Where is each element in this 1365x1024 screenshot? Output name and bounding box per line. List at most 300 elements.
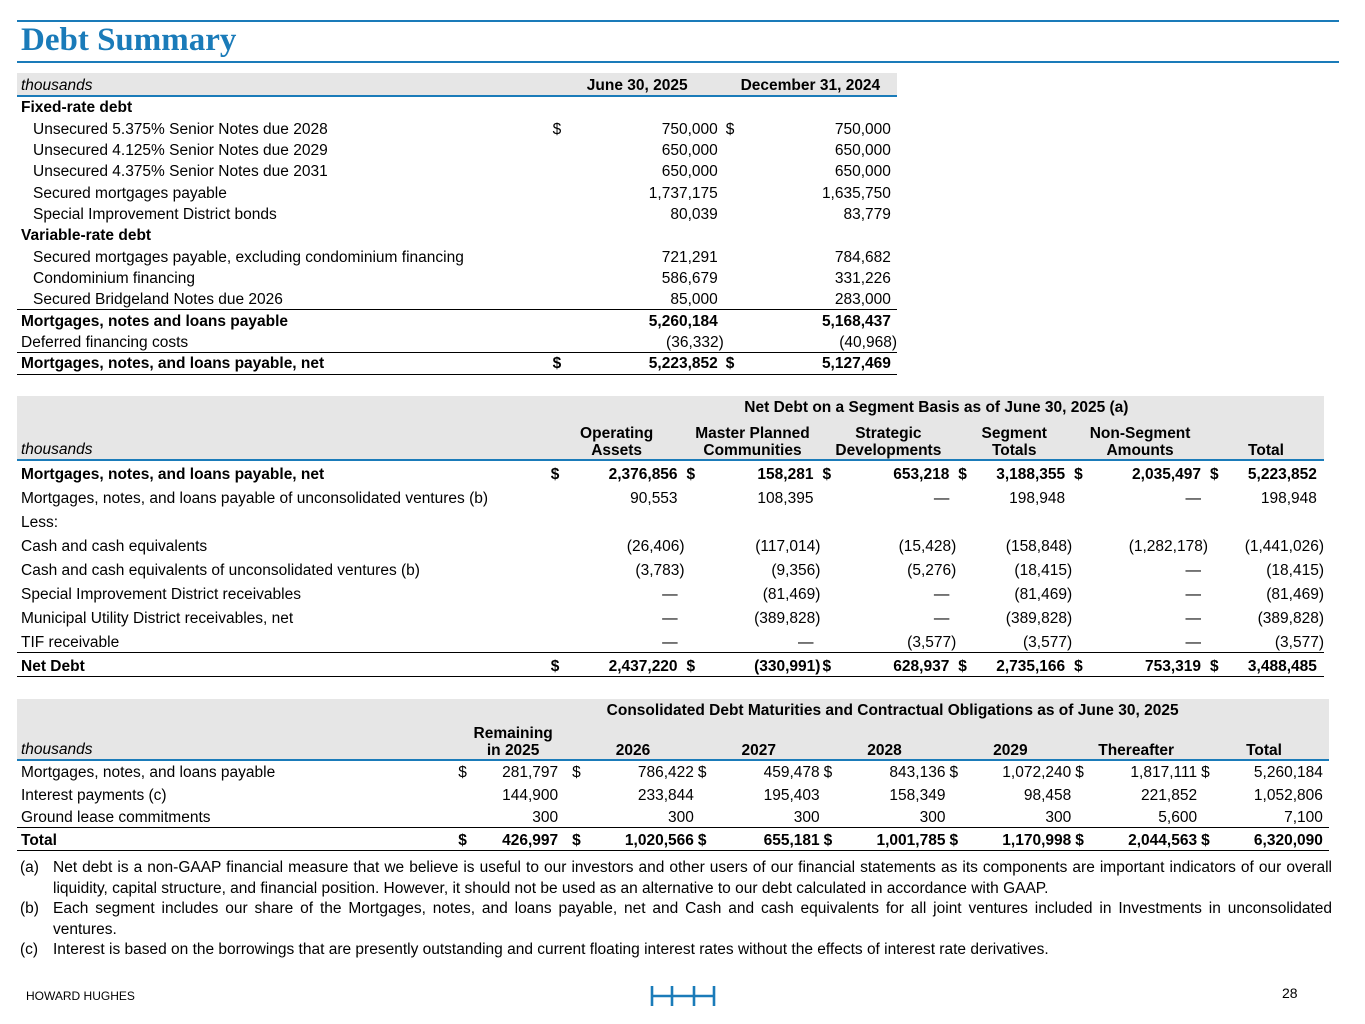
footnote (20, 899, 1332, 940)
cell-value: (81,469) (1014, 586, 1073, 604)
cell-value: 300 (793, 809, 820, 826)
row-label: Mortgages, notes and loans payable (17, 310, 551, 331)
cell-value: 784,682 (834, 248, 891, 266)
currency-symbol (1072, 629, 1094, 653)
currency-symbol (685, 532, 707, 556)
table-row (17, 289, 897, 310)
column-header-line: Amounts (1106, 441, 1174, 459)
currency-symbol (549, 580, 571, 604)
cell-value: 753,319 (1094, 653, 1201, 677)
cell-value: 108,395 (757, 489, 814, 507)
currency-symbol (724, 331, 744, 352)
table-row (17, 224, 897, 245)
column-header (1199, 723, 1329, 760)
column-header-line: Segment (981, 425, 1047, 443)
cell-value: 750,000 (661, 120, 718, 138)
cell-value: (1,441,026) (1244, 538, 1324, 556)
column-header (549, 420, 685, 460)
currency-symbol (685, 556, 707, 580)
cell-value: (15,428) (898, 538, 957, 556)
currency-symbol (1208, 580, 1230, 604)
unit-label: thousands (17, 723, 456, 760)
cell-value: 843,136 (889, 764, 946, 782)
currency-symbol (956, 532, 978, 556)
column-header (947, 723, 1073, 760)
currency-symbol (1073, 805, 1095, 828)
cell-value: (18,415) (1266, 562, 1324, 580)
cell-value: (9,356) (771, 562, 821, 580)
currency-symbol (820, 484, 842, 508)
row-label: Unsecured 4.375% Senior Notes due 2031 (33, 163, 328, 181)
row-label: Secured Bridgeland Notes due 2026 (33, 291, 283, 309)
cell-value (571, 508, 678, 532)
currency-symbol (685, 605, 707, 629)
cell-value: 281,797 (502, 764, 559, 782)
cell-value: 158,349 (889, 786, 946, 804)
cell-value: — (1185, 586, 1201, 604)
table-row (17, 828, 1329, 851)
cell-value: 283,000 (834, 291, 891, 309)
currency-symbol (820, 580, 842, 604)
table-row (17, 182, 897, 203)
currency-symbol (724, 289, 744, 310)
footnote-label: (c) (20, 941, 39, 959)
column-header (1208, 420, 1324, 460)
currency-symbol (724, 182, 744, 203)
cell-value: 198,948 (1260, 489, 1317, 507)
table-row (17, 117, 897, 138)
currency-symbol: $ (1073, 828, 1095, 851)
table-row (17, 246, 897, 267)
cell-value: — (662, 610, 678, 628)
page-title: Debt Summary (21, 22, 237, 58)
currency-symbol (724, 203, 744, 224)
currency-symbol (696, 805, 718, 828)
currency-symbol (956, 605, 978, 629)
currency-symbol (549, 629, 571, 653)
cell-value: 650,000 (661, 141, 718, 159)
row-label: Deferred financing costs (21, 333, 189, 351)
table-row (17, 760, 1329, 783)
currency-symbol (456, 783, 478, 806)
cell-value: — (1185, 489, 1201, 507)
debt-summary-body (17, 96, 897, 374)
row-label: Municipal Utility District receivables, net (21, 610, 294, 628)
currency-symbol: $ (551, 353, 571, 374)
currency-symbol: $ (696, 828, 718, 851)
column-header (456, 723, 570, 760)
currency-symbol: $ (949, 764, 959, 782)
cell-value: 5,127,469 (744, 353, 891, 374)
cell-value: 650,000 (661, 163, 718, 181)
cell-value: 158,281 (757, 465, 814, 483)
cell-value: 300 (919, 809, 946, 826)
currency-symbol (456, 805, 478, 828)
column-header-line: Developments (835, 441, 942, 459)
cell-value: (117,014) (755, 538, 821, 556)
currency-symbol (947, 805, 969, 828)
net-debt-segment-table (17, 396, 1324, 677)
row-label: Less: (21, 514, 59, 531)
column-header-line: 2028 (867, 741, 902, 759)
row-label: Condominium financing (33, 270, 195, 288)
unit-label: thousands (17, 73, 551, 96)
currency-symbol (1208, 508, 1230, 532)
table-row (17, 653, 1324, 677)
table-row (17, 160, 897, 181)
footnote-label: (b) (20, 900, 39, 918)
currency-symbol: $ (572, 764, 581, 782)
currency-symbol (1208, 532, 1230, 556)
company-name: HOWARD HUGHES (26, 989, 135, 1003)
column-header-line: Total (1246, 741, 1282, 759)
currency-symbol (696, 783, 718, 806)
cell-value: 653,218 (893, 465, 950, 483)
cell-value: (1,282,178) (1128, 538, 1208, 556)
net-debt-body (17, 460, 1324, 677)
currency-symbol (1072, 605, 1094, 629)
cell-value: — (933, 586, 950, 604)
currency-symbol: $ (1074, 465, 1083, 483)
currency-symbol: $ (1208, 653, 1230, 677)
currency-symbol (551, 182, 571, 203)
row-label: Mortgages, notes, and loans payable, net (21, 465, 325, 483)
cell-value: 586,679 (661, 270, 718, 288)
cell-value: — (1185, 633, 1201, 651)
column-header (822, 723, 948, 760)
column-header-line: 2027 (741, 741, 776, 759)
row-label: Interest payments (c) (21, 786, 167, 804)
currency-symbol (956, 508, 978, 532)
currency-symbol: $ (686, 465, 696, 483)
maturities-super-header: Consolidated Debt Maturities and Contractual Obligations as of June 30, 2025 (456, 699, 1329, 723)
cell-value: 90,553 (630, 489, 678, 507)
column-header-line: Assets (591, 441, 643, 459)
currency-symbol (820, 508, 842, 532)
currency-symbol: $ (823, 764, 833, 782)
maturities-body (17, 760, 1329, 850)
cell-value: (81,469) (1266, 586, 1324, 604)
cell-value: (3,577) (907, 633, 957, 651)
currency-symbol (724, 139, 744, 160)
table-row (17, 532, 1324, 556)
cell-value: 1,635,750 (821, 184, 891, 202)
cell-value: 300 (532, 809, 559, 826)
cell-value: 5,260,184 (1253, 764, 1323, 782)
currency-symbol: $ (724, 353, 744, 374)
currency-symbol (956, 629, 978, 653)
footnote (20, 940, 1332, 961)
currency-symbol (1208, 484, 1230, 508)
currency-symbol (1199, 783, 1221, 806)
table-row (17, 805, 1329, 828)
cell-value: 221,852 (1141, 786, 1198, 804)
row-label: Secured mortgages payable (33, 184, 227, 202)
cell-value: 2,044,563 (1095, 828, 1197, 851)
currency-symbol (724, 246, 744, 267)
currency-symbol: $ (822, 828, 844, 851)
table-row (17, 629, 1324, 653)
cell-value: — (797, 633, 814, 651)
currency-symbol (1072, 508, 1094, 532)
currency-symbol (551, 139, 571, 160)
cell-value: 331,226 (834, 270, 891, 288)
currency-symbol: $ (725, 120, 735, 138)
debt-summary-table (17, 73, 897, 375)
currency-symbol (956, 484, 978, 508)
column-header (570, 723, 696, 760)
currency-symbol (685, 629, 707, 653)
column-header-line: Totals (991, 441, 1037, 459)
cell-value (1094, 508, 1201, 532)
footnotes (20, 858, 1332, 961)
cell-value (1230, 508, 1317, 532)
cell-value: 5,600 (1158, 809, 1198, 826)
row-label: Mortgages, notes, and loans payable, net (17, 353, 551, 374)
cell-value: 2,376,856 (608, 465, 678, 483)
currency-symbol: $ (1209, 465, 1219, 483)
title-bottom-rule (17, 61, 1339, 63)
cell-value: (389,828) (1005, 610, 1073, 628)
row-label: Secured mortgages payable, excluding condominium financing (33, 248, 464, 266)
currency-symbol (1208, 556, 1230, 580)
table-row (17, 267, 897, 288)
cell-value: 1,001,785 (844, 828, 946, 851)
cell-value: 2,735,166 (978, 653, 1065, 677)
cell-value: 233,844 (637, 786, 694, 804)
cell-value: 650,000 (834, 163, 891, 181)
cell-value: (330,991) (707, 653, 821, 677)
currency-symbol (549, 532, 571, 556)
cell-value: 85,000 (670, 291, 718, 309)
currency-symbol: $ (685, 653, 707, 677)
cell-value: 1,020,566 (592, 828, 694, 851)
currency-symbol (1072, 484, 1094, 508)
table-row (17, 783, 1329, 806)
currency-symbol (551, 331, 571, 352)
currency-symbol (822, 805, 844, 828)
cell-value: 2,437,220 (571, 653, 678, 677)
currency-symbol (820, 532, 842, 556)
row-label: Special Improvement District bonds (33, 206, 277, 224)
currency-symbol (724, 267, 744, 288)
currency-symbol: $ (552, 120, 562, 138)
row-label: Unsecured 4.125% Senior Notes due 2029 (33, 141, 328, 159)
row-label: Mortgages, notes, and loans payable of unconsolidated ventures (b) (21, 489, 489, 507)
net-debt-super-header: Net Debt on a Segment Basis as of June 30, 2025 (a) (549, 396, 1324, 420)
currency-symbol (551, 160, 571, 181)
cell-value: 5,260,184 (571, 310, 718, 331)
cell-value: 3,488,485 (1230, 653, 1317, 677)
currency-symbol (1199, 805, 1221, 828)
currency-symbol: $ (956, 653, 978, 677)
cell-value: 5,223,852 (1247, 465, 1317, 483)
cell-value: 655,181 (718, 828, 820, 851)
hh-logo-icon (650, 985, 716, 1012)
currency-symbol: $ (456, 828, 478, 851)
table-row (17, 460, 1324, 484)
column-header-line: 2029 (993, 741, 1028, 759)
column-header-line: in 2025 (486, 741, 540, 759)
unit-label: thousands (17, 420, 549, 460)
currency-symbol: $ (1201, 764, 1210, 782)
table-row (17, 508, 1324, 532)
cell-value: 195,403 (763, 786, 820, 804)
currency-symbol: $ (947, 828, 969, 851)
row-label: Variable-rate debt (21, 227, 152, 245)
table-row (17, 605, 1324, 629)
column-header-line: Strategic (855, 425, 922, 443)
footnote-label: (a) (20, 859, 39, 876)
cell-value: 786,422 (637, 764, 694, 782)
currency-symbol (956, 580, 978, 604)
currency-symbol (551, 289, 571, 310)
table-row (17, 484, 1324, 508)
cell-value: 198,948 (1009, 489, 1066, 507)
row-label: TIF receivable (21, 633, 120, 651)
cell-value: 98,458 (1023, 786, 1072, 804)
currency-symbol (549, 508, 571, 532)
cell-value: (36,332) (666, 333, 724, 351)
currency-symbol (820, 629, 842, 653)
row-label: Mortgages, notes, and loans payable (21, 764, 276, 782)
cell-value: 300 (1045, 809, 1072, 826)
cell-value: 83,779 (843, 206, 891, 224)
column-header (1072, 420, 1208, 460)
footnote-text: Interest is based on the borrowings that are presently outstanding and current floating interest rates without the effects of interest rate derivatives. (53, 941, 1049, 959)
column-header-line: 2026 (615, 741, 651, 759)
currency-symbol (551, 203, 571, 224)
table-row (17, 310, 897, 331)
cell-value: 1,817,111 (1130, 764, 1198, 782)
row-label: Unsecured 5.375% Senior Notes due 2028 (33, 120, 328, 138)
currency-symbol (549, 484, 571, 508)
currency-symbol (1072, 556, 1094, 580)
cell-value: 80,039 (670, 206, 718, 224)
cell-value: (18,415) (1014, 562, 1073, 580)
currency-symbol: $ (958, 465, 967, 483)
footnote-text: Net debt is a non-GAAP financial measure that we believe is useful to our investors and other users of our financial statements as its components are important indicators of our overall liquidity, capital structure, and financial position. However, it should not be used as an alternative to our debt calculated in accordance with GAAP. (53, 859, 1332, 897)
currency-symbol (551, 267, 571, 288)
cell-value: (3,577) (1274, 633, 1324, 651)
cell-value: 426,997 (478, 828, 558, 851)
table-row (17, 353, 897, 374)
currency-symbol (724, 160, 744, 181)
debt-maturities-table (17, 699, 1329, 851)
row-label: Net Debt (17, 653, 549, 677)
currency-symbol (685, 508, 707, 532)
cell-value: (389,828) (1257, 610, 1324, 628)
cell-value: — (933, 610, 950, 628)
currency-symbol (1072, 580, 1094, 604)
cell-value (978, 508, 1065, 532)
cell-value: 1,737,175 (648, 184, 718, 202)
footnote (20, 858, 1332, 899)
cell-value: 5,168,437 (744, 310, 891, 331)
currency-symbol (724, 310, 744, 331)
column-header-line: Operating (580, 425, 654, 443)
currency-symbol (551, 310, 571, 331)
currency-symbol (956, 556, 978, 580)
cell-value: (81,469) (762, 586, 821, 604)
currency-symbol: $ (1199, 828, 1221, 851)
currency-symbol (551, 246, 571, 267)
column-header-line: Remaining (473, 725, 553, 743)
col-header-june-2025: June 30, 2025 (551, 73, 724, 96)
column-header (696, 723, 822, 760)
row-label: Total (17, 828, 456, 851)
table-row (17, 331, 897, 352)
cell-value: (40,968) (839, 333, 897, 351)
column-header-line: Non-Segment (1089, 425, 1191, 443)
cell-value: (3,577) (1023, 633, 1073, 651)
currency-symbol: $ (1072, 653, 1094, 677)
table-row (17, 139, 897, 160)
currency-symbol: $ (697, 764, 707, 782)
currency-symbol: $ (1075, 764, 1084, 782)
cell-value: 750,000 (834, 120, 891, 138)
currency-symbol (549, 556, 571, 580)
page-number: 28 (1282, 985, 1298, 1001)
cell-value: 1,072,240 (1002, 764, 1072, 782)
currency-symbol (820, 556, 842, 580)
currency-symbol: $ (570, 828, 592, 851)
currency-symbol: $ (549, 653, 571, 677)
cell-value: (26,406) (626, 538, 685, 556)
cell-value: 1,052,806 (1253, 786, 1323, 804)
footnote-text: Each segment includes our share of the Mortgages, notes, and loans payable, net and Cash and cash equivalents for all joint ventures included in Investments in unconsolidated ventures. (53, 900, 1332, 938)
cell-value: 7,100 (1284, 809, 1323, 826)
currency-symbol (822, 783, 844, 806)
currency-symbol (685, 580, 707, 604)
cell-value (707, 508, 814, 532)
cell-value: (3,783) (635, 562, 685, 580)
column-header (1073, 723, 1199, 760)
column-header (685, 420, 821, 460)
currency-symbol (1072, 532, 1094, 556)
cell-value: 144,900 (502, 786, 559, 804)
cell-value: — (662, 633, 678, 651)
cell-value: (389,828) (754, 610, 821, 628)
row-label: Ground lease commitments (21, 809, 211, 826)
currency-symbol (570, 783, 592, 806)
cell-value: — (1185, 562, 1201, 580)
currency-symbol (820, 605, 842, 629)
currency-symbol (1208, 605, 1230, 629)
table-row (17, 203, 897, 224)
cell-value: 5,223,852 (571, 353, 718, 374)
cell-value (842, 508, 949, 532)
cell-value: — (662, 586, 678, 604)
cell-value: 650,000 (834, 141, 891, 159)
currency-symbol: $ (458, 764, 467, 782)
cell-value: 1,170,998 (969, 828, 1071, 851)
cell-value: 6,320,090 (1221, 828, 1323, 851)
currency-symbol: $ (550, 465, 560, 483)
table-row (17, 580, 1324, 604)
cell-value: — (1185, 610, 1201, 628)
row-label: Cash and cash equivalents of unconsolidated ventures (b) (21, 562, 420, 580)
cell-value: (5,276) (907, 562, 957, 580)
currency-symbol (685, 484, 707, 508)
col-header-dec-2024: December 31, 2024 (724, 73, 897, 96)
cell-value: (158,848) (1005, 538, 1073, 556)
table-row (17, 556, 1324, 580)
currency-symbol (1208, 629, 1230, 653)
row-label: Special Improvement District receivables (21, 586, 301, 604)
cell-value: 3,188,355 (996, 465, 1066, 483)
cell-value: 721,291 (661, 248, 718, 266)
